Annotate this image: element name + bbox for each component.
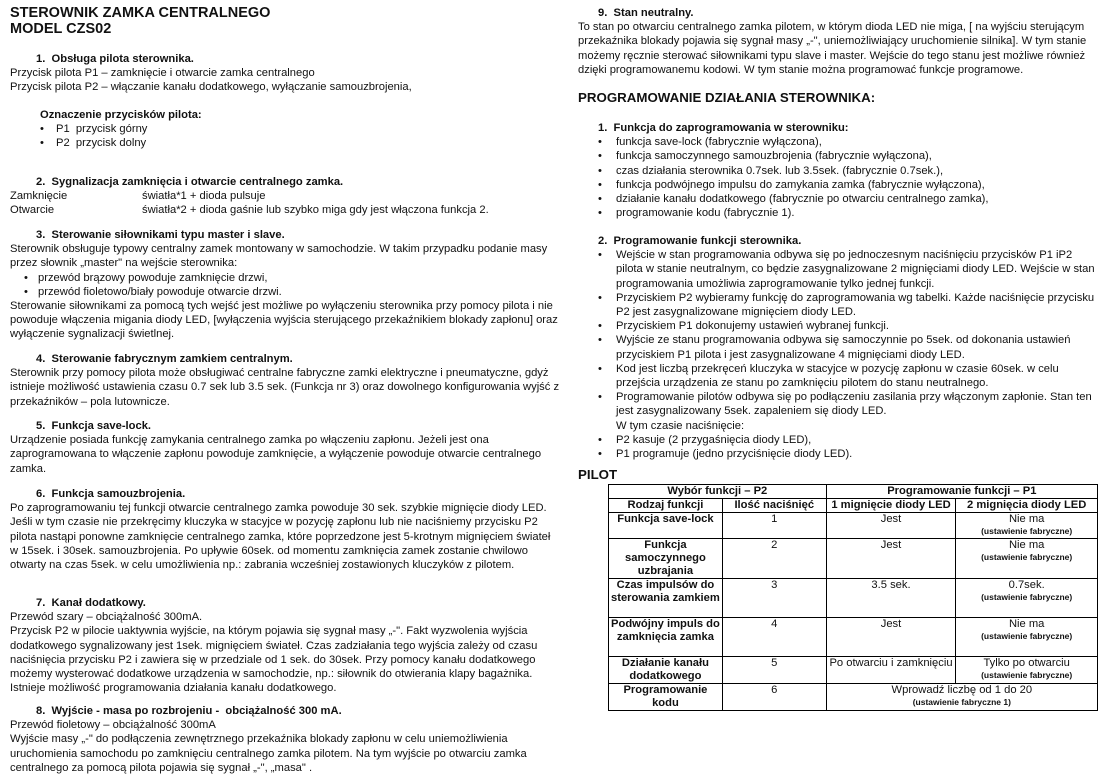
table-row bbox=[609, 618, 1098, 657]
section-2-row bbox=[10, 189, 570, 203]
section-1-heading: 1. Obsługa pilota sterownika. bbox=[36, 53, 194, 65]
list-item: • P2 przycisk dolny bbox=[10, 136, 570, 150]
section-2-heading: 2. Sygnalizacja zamknięcia i otwarcie centralnego zamka. bbox=[36, 176, 344, 188]
programming-section-1 bbox=[578, 121, 1098, 220]
programming-section-1-heading: 1. Funkcja do zaprogramowania w sterowniku: bbox=[598, 122, 849, 134]
section-1-line: Przycisk pilota P1 – zamknięcie i otwarcie zamka centralnego bbox=[10, 67, 315, 80]
section-7-text: Przycisk P2 w pilocie uaktywnia wyjście, na którym pojawia się sygnał masy „-". Fakt wyzwolenia wyjścia dodatkowego sygnalizowany jest 1sek. mignięciem świateł. Czas zadziałania tego wyjścia zależy od czasu naciśnięcia przycisku P2 i zawiera się w przedziale od 1 sek. do 30sek. Przy pomocy kanału dodatkowego możemy wysterować dodatkowe urządzenia w samochodzie, np.: siłownik do otwierania klapy bagażnika. Istnieje możliwość programowania działania kanału dodatkowego. bbox=[10, 625, 538, 695]
section-8-text: Wyjście masy „-" do podłączenia zewnętrznego przekaźnika blokady zapłonu w celu uniemożliwienia uruchomienia samochodu po zamknięciu centralnego zamka pilotem. Na tym wyjście po otwarciu zamka centralnego za pomocą pilota pojawia się sygnał „-", „masa" . bbox=[10, 733, 527, 774]
pilot-programming-list bbox=[570, 433, 1100, 461]
list-item: • P1 programuje (jedno przyciśnięcie diody LED). bbox=[570, 447, 1100, 461]
factory-setting-note: (ustawienie fabryczne) bbox=[981, 592, 1073, 602]
list-item: • Kod jest liczbą przekręceń kluczyka w stacyjce w pozycję zapłonu w czasie 60sek. w celu przejścia urządzenia ze stanu po zamknięciu pilotem do stanu neutralnego. bbox=[570, 362, 1100, 390]
section-8-heading: 8. Wyjście - masa po rozbrojeniu - obciążalność 300 mA. bbox=[36, 705, 342, 717]
section-9 bbox=[578, 6, 1098, 77]
pilot-table bbox=[608, 484, 1098, 711]
cell-value: Wprowadź liczbę od 1 do 20 bbox=[891, 684, 1033, 696]
section-3-heading: 3. Sterowanie siłownikami typu master i slave. bbox=[36, 229, 285, 241]
section-1-subheading: Oznaczenie przycisków pilota: bbox=[40, 108, 202, 121]
cell-value: 0.7sek. bbox=[1008, 579, 1045, 591]
function-name-cell: Programowanie kodu bbox=[609, 684, 723, 711]
list-item: • funkcja podwójnego impulsu do zamykania zamka (fabrycznie wyłączona), bbox=[570, 178, 1098, 192]
factory-setting-note: (ustawienie fabryczne) bbox=[981, 526, 1073, 536]
list-item: • Przyciskiem P1 dokonujemy ustawień wybranej funkcji. bbox=[570, 319, 1100, 333]
code-range-cell bbox=[826, 684, 1097, 711]
list-item: • P2 kasuje (2 przygaśnięcia diody LED), bbox=[570, 433, 1100, 447]
section-1-line: Przycisk pilota P2 – włączanie kanału dodatkowego, wyłączanie samouzbrojenia, bbox=[10, 81, 412, 94]
cell-value: Nie ma bbox=[1008, 513, 1045, 525]
list-item: • programowanie kodu (fabrycznie 1). bbox=[570, 206, 1098, 220]
factory-setting-note: (ustawienie fabryczne 1) bbox=[912, 697, 1011, 707]
one-blink-cell: Jest bbox=[826, 539, 956, 579]
section-2-label: Zamknięcie bbox=[10, 190, 68, 203]
one-blink-cell: 3.5 sek. bbox=[826, 579, 956, 618]
column-header: 2 mignięcia diody LED bbox=[956, 499, 1098, 513]
table-row bbox=[609, 579, 1098, 618]
cell-value: Tylko po otwarciu bbox=[983, 657, 1070, 669]
one-blink-cell: Jest bbox=[826, 513, 956, 539]
list-item: • czas działania sterownika 0.7sek. lub 3.5sek. (fabrycznie 0.7sek.), bbox=[570, 164, 1098, 178]
programming-heading: PROGRAMOWANIE DZIAŁANIA STEROWNIKA: bbox=[578, 90, 876, 105]
press-count-cell: 4 bbox=[722, 618, 826, 657]
group-header-p2: Wybór funkcji – P2 bbox=[609, 485, 827, 499]
pilot-button-list bbox=[10, 122, 570, 150]
pilot-heading: PILOT bbox=[578, 467, 618, 482]
one-blink-cell: Po otwarciu i zamknięciu bbox=[826, 657, 956, 684]
list-item: • P1 przycisk górny bbox=[10, 122, 570, 136]
doc-title-line1: STEROWNIK ZAMKA CENTRALNEGO bbox=[10, 5, 271, 21]
programming-note: W tym czasie naciśnięcie: bbox=[616, 419, 745, 432]
factory-setting-note: (ustawienie fabryczne) bbox=[981, 670, 1073, 680]
section-5-heading: 5. Funkcja save-lock. bbox=[36, 420, 152, 432]
press-count-cell: 2 bbox=[722, 539, 826, 579]
list-item: • przewód fioletowo/biały powoduje otwarcie drzwi. bbox=[20, 285, 560, 299]
list-item: • Programowanie pilotów odbywa się po podłączeniu zasilania przy włączonym zapłonie. Stan ten jest zasygnalizowany 5sek. zapaleniem się diody LED. bbox=[570, 390, 1100, 418]
list-item: • Wyjście ze stanu programowania odbywa się samoczynnie po 5sek. od dokonania ustawień przyciskiem P1 pilota i jest zasygnalizowane 4 mignięciami diody LED. bbox=[570, 333, 1100, 361]
function-name-cell: Działanie kanału dodatkowego bbox=[609, 657, 723, 684]
function-name-cell: Czas impulsów do sterowania zamkiem bbox=[609, 579, 723, 618]
section-2 bbox=[10, 175, 570, 218]
section-6-text: Po zaprogramowaniu tej funkcji otwarcie centralnego zamka powoduje 30 sek. szybkie mignięcie diody LED. Jeśli w tym czasie nie przekręcimy kluczyka w stacyjce w pozycję zapłonu lub nie naciśniemy przycisku P2 pilota nastąpi ponowne zamknięcie centralnego zamka, które poprzedzone jest 5-krotnym mignięciem świateł w 15sek. i 30sek. samouzbrojenia. Po upływie 60sek. od momentu zamknięcia zamek zostanie chwilowo otwarty na czas 5sek. w celu umożliwienia np.: zabrania wcześniej zostawionych kluczyków z pilotem. bbox=[10, 502, 551, 572]
section-4-text: Sterownik przy pomocy pilota może obsługiwać centralne fabryczne zamki elektryczne i pneumatyczne, gdyż istnieje możliwość ustawienia czasu 0.7 sek lub 3.5 sek. (Funkcja nr 3) oraz dowolnego konfigurowania wyjść z przekaźników – pola lutownicze. bbox=[10, 367, 560, 408]
table-header-row bbox=[609, 485, 1098, 499]
section-5-text: Urządzenie posiada funkcję zamykania centralnego zamka po włączeniu zapłonu. Jeżeli jest ona zaprogramowana to włączenie zapłonu powoduje zamknięcie, a wyłączenie powoduje otwarcie centralnego zamka. bbox=[10, 434, 542, 475]
press-count-cell: 6 bbox=[722, 684, 826, 711]
factory-setting-note: (ustawienie fabryczne) bbox=[981, 552, 1073, 562]
section-7-line: Przewód szary – obciążalność 300mA. bbox=[10, 611, 203, 624]
function-name-cell: Podwójny impuls do zamknięcia zamka bbox=[609, 618, 723, 657]
list-item: • działanie kanału dodatkowego (fabrycznie po otwarciu centralnego zamka), bbox=[570, 192, 1098, 206]
factory-setting-note: (ustawienie fabryczne) bbox=[981, 631, 1073, 641]
column-header: Rodzaj funkcji bbox=[609, 499, 723, 513]
doc-title bbox=[10, 5, 270, 37]
section-3-list bbox=[10, 271, 560, 299]
function-name-cell: Funkcja samoczynnego uzbrajania bbox=[609, 539, 723, 579]
function-name-cell: Funkcja save-lock bbox=[609, 513, 723, 539]
list-item: • przewód brązowy powoduje zamknięcie drzwi, bbox=[20, 271, 560, 285]
section-4-heading: 4. Sterowanie fabrycznym zamkiem centralnym. bbox=[36, 353, 293, 365]
section-1 bbox=[10, 52, 570, 150]
table-row bbox=[609, 684, 1098, 711]
section-7 bbox=[10, 596, 560, 695]
two-blink-cell bbox=[956, 513, 1098, 539]
list-item: • Wejście w stan programowania odbywa się po jednoczesnym naciśnięciu przycisków P1 iP2 pilota w stanie neutralnym, co będzie zasygnalizowane 2 mignięciami diody LED. Wejście w stan programowania umożliwia zaprogramowanie tylko jednej funkcji. bbox=[570, 248, 1100, 291]
two-blink-cell bbox=[956, 618, 1098, 657]
two-blink-cell bbox=[956, 539, 1098, 579]
cell-value: Nie ma bbox=[1008, 618, 1045, 630]
table-header-row bbox=[609, 499, 1098, 513]
list-item: • Przyciskiem P2 wybieramy funkcję do zaprogramowania wg tabelki. Każde naciśnięcie przycisku P2 jest zasygnalizowane mignięciem diody LED. bbox=[570, 291, 1100, 319]
doc-title-line2: MODEL CZS02 bbox=[10, 21, 112, 37]
group-header-p1: Programowanie funkcji – P1 bbox=[826, 485, 1097, 499]
press-count-cell: 3 bbox=[722, 579, 826, 618]
section-2-label: Otwarcie bbox=[10, 204, 55, 217]
press-count-cell: 1 bbox=[722, 513, 826, 539]
two-blink-cell bbox=[956, 579, 1098, 618]
table-row bbox=[609, 657, 1098, 684]
section-3-text: Sterowanie siłownikami za pomocą tych wejść jest możliwe po wyłączeniu sterownika przy pomocy pilota i nie powoduje włączenia migania diody LED, [wyłączenia wyjścia sterującego przekaźnikiem blokady zapłonu] oraz wyłączenie sygnalizacji świetlnej. bbox=[10, 300, 558, 341]
list-item: • funkcja save-lock (fabrycznie wyłączona), bbox=[570, 135, 1098, 149]
section-2-value: światła*1 + dioda pulsuje bbox=[142, 190, 266, 203]
section-9-text: To stan po otwarciu centralnego zamka pilotem, w którym dioda LED nie miga, [ na wyjściu sterującym przekaźnika blokady pojawia się sygnał masy „-", uniemożliwiający uruchomienie silnika]. W tym stanie możemy ręcznie sterować siłownikami typu slave i master. Wejście do tego stanu jest możliwe również dzięki programowanemu kodowi. W tym stanie można programować funkcje programowe. bbox=[578, 21, 1087, 76]
section-8-line: Przewód fioletowy – obciążalność 300mA bbox=[10, 719, 216, 732]
column-header: Ilość naciśnięć bbox=[722, 499, 826, 513]
functions-list bbox=[570, 135, 1098, 220]
section-3-text: Sterownik obsługuje typowy centralny zamek montowany w samochodzie. W takim przypadku podanie masy przez słownik „master" na wejście sterownika: bbox=[10, 243, 548, 270]
section-6-heading: 6. Funkcja samouzbrojenia. bbox=[36, 488, 186, 500]
press-count-cell: 5 bbox=[722, 657, 826, 684]
table-row bbox=[609, 513, 1098, 539]
section-2-value: światła*2 + dioda gaśnie lub szybko miga gdy jest włączona funkcja 2. bbox=[142, 204, 489, 217]
table-row bbox=[609, 539, 1098, 579]
cell-value: Nie ma bbox=[1008, 539, 1045, 551]
programming-section-2-heading: 2. Programowanie funkcji sterownika. bbox=[598, 235, 802, 247]
section-8 bbox=[10, 704, 560, 775]
section-9-heading: 9. Stan neutralny. bbox=[598, 7, 694, 19]
programming-section-2 bbox=[578, 234, 1100, 461]
section-6 bbox=[10, 487, 560, 572]
section-4 bbox=[10, 352, 560, 409]
one-blink-cell: Jest bbox=[826, 618, 956, 657]
programming-steps-list bbox=[570, 248, 1100, 418]
two-blink-cell bbox=[956, 657, 1098, 684]
section-2-row bbox=[10, 203, 570, 217]
list-item: • funkcja samoczynnego samouzbrojenia (fabrycznie wyłączona), bbox=[570, 149, 1098, 163]
section-5 bbox=[10, 419, 560, 476]
section-3 bbox=[10, 228, 560, 342]
section-7-heading: 7. Kanał dodatkowy. bbox=[36, 597, 146, 609]
column-header: 1 mignięcie diody LED bbox=[826, 499, 956, 513]
